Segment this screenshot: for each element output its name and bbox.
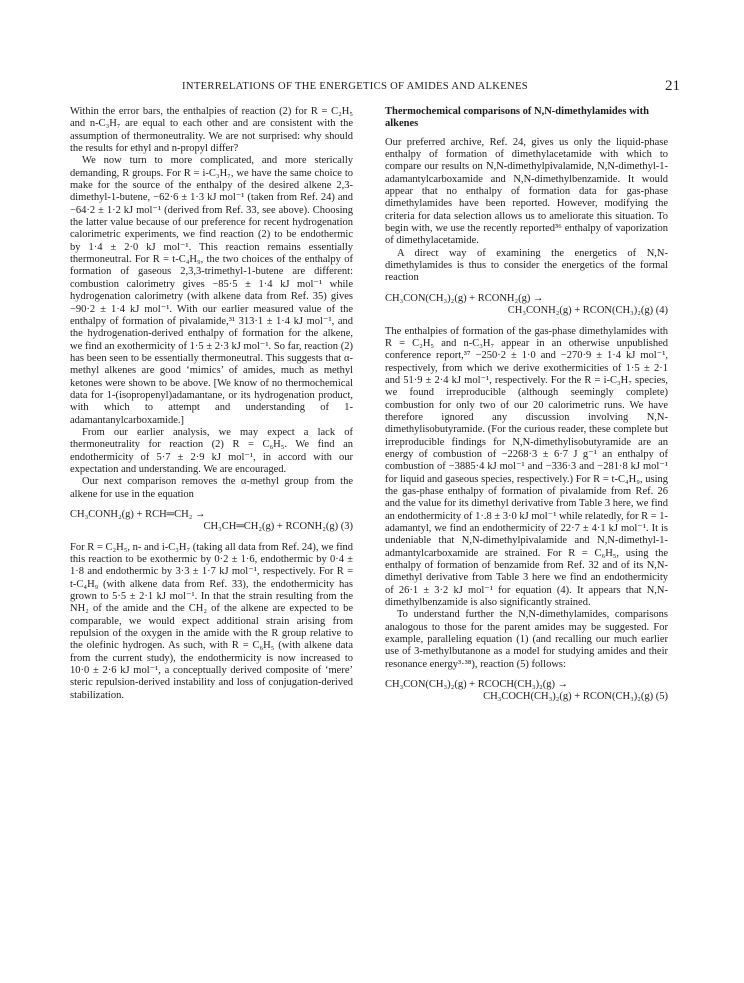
right-column — [385, 106, 668, 712]
equation-4 — [385, 293, 668, 318]
equation-line: CH₃CON(CH₃)₂(g) + RCOCH(CH₃)₂(g) → — [385, 679, 569, 691]
paragraph: The enthalpies of formation of the gas-phase dimethylamides with R = C₂H₅ and n-C₃H₇ appear in an otherwise unpublished conference report,³⁷ −250·2 ± 1·0 and −270·9 ± 1·4 kJ mol⁻¹, respectively, from which we derive exothermicities of 1·5 ± 2·1 and 51·9 ± 2·4 kJ mol⁻¹, respectively. For the R = i-C₃H₇ species, we found irreproducible (although seemingly complete) combustion for only two of our 20 calorimetric runs. We have therefore ignored any discussion involving N,N-dimethylisobutyramide. (For the curious reader, these complete but irreproducible findings for N,N-dimethylisobutyramide are an energy of combustion of −2268·3 ± 6·7 J g⁻¹ an enthalpy of combustion of −3885·4 kJ mol⁻¹ and −336·3 and −281·8 kJ mol⁻¹ for liquid and gaseous species, respectively.) For R = t-C₄H₉, using the gas-phase enthalpy of formation of pivalamide from Ref. 26 and the value for its dimethyl derivative from Table 3 here, we find an endothermicity of 1·.8 ± 3·0 kJ mol⁻¹ while relatedly, for R = 1-adamantyl, we find an endothermicity of 22·7 ± 4·1 kJ mol⁻¹. It is undeniable that N,N-dimethylpivalamide and N,N-dimethyl-1-admantylcarboxamide are strained. For R = C₆H₅, using the enthalpy of formation of benzamide from Ref. 32 and of its N,N-dimethyl derivative from Table 3 here we find an endothermicity of 26·1 ± 3·2 kJ mol⁻¹ for equation (4). It appears that N,N-dimethylbenzamide is also significantly strained. — [385, 325, 669, 609]
equation-line: CH₃CH═CH₂(g) + RCONH₂(g) (3) — [203, 521, 353, 533]
paragraph: Our preferred archive, Ref. 24, gives us only the liquid-phase enthalpy of formation of dimethylacetamide with which to compare our results on N,N-dimethylpivalamide, N,N-dimethyl-1-adamantylcarboxamide and N,N-dimethylbenzamide. It would appear that no enthalpy of formation data for gas-phase dimethylamides have been reported. However, modifying the criteria for data selection allows us to ameliorate this situation. To begin with, we use the recently reported³⁶ enthalpy of vaporization of dimethylacetamide. — [385, 136, 668, 247]
equation-line: CH₃CONH₂(g) + RCH═CH₂ → — [70, 509, 206, 520]
paragraph: To understand further the N,N-dimethylamides, comparisons analogous to those for the parent amides may be suggested. For example, paralleling equation (1) (and recalling our much earlier use of 3-methylbutanone as a model for studying amides and their resonance energy³·³⁸), reaction (5) follows: — [385, 609, 668, 670]
paragraph: Within the error bars, the enthalpies of reaction (2) for R = C₂H₅ and n-C₃H₇ are equal to each other and are consistent with the assumption of thermoneutrality. We are not surprised: why should the results for ethyl and n-propyl differ? — [70, 106, 353, 155]
paragraph: From our earlier analysis, we may expect a lack of thermoneutrality for reaction (2) R = C₆H₅. We find an endothermicity of 5·7 ± 2·9 kJ mol⁻¹, in accord with our expectation and understanding. We are encouraged. — [70, 426, 353, 475]
left-column — [70, 106, 353, 702]
section-title: Thermochemical comparisons of N,N-dimethylamides with alkenes — [385, 106, 649, 130]
paragraph: A direct way of examining the energetics of N,N-dimethylamides is thus to consider the energetics of the formal reaction — [385, 247, 668, 284]
page-number: 21 — [665, 78, 680, 94]
paragraph: Our next comparison removes the α-methyl group from the alkene for use in the equation — [70, 476, 353, 500]
equation-line: CH₃COCH(CH₃)₂(g) + RCON(CH₃)₂(g) (5) — [483, 691, 668, 703]
equation-line: CH₃CONH₂(g) + RCON(CH₃)₂(g) (4) — [507, 305, 668, 317]
paragraph: We now turn to more complicated, and more sterically demanding, R groups. For R = i-C₃H₇, we have the same choice to make for the source of the enthalpy of the desired alkene 2,3-dimethyl-1-butene, −62·6 ± 1·3 kJ mol⁻¹ (taken from Ref. 24) and −64·2 ± 1·2 kJ mol⁻¹ (derived from Ref. 33, see above). Choosing the latter value because of our preference for recent hydrogenation calorimetric experiments, we find reaction (2) to be endothermic by 1·4 ± 2·0 kJ mol⁻¹. This reaction remains essentially thermoneutral. For R = t-C₄H₉, the two choices of the enthalpy of formation of gaseous 2,3,3-trimethyl-1-butene are different: combustion calorimetry gives −85·5 ± 1·4 kJ mol⁻¹ while hydrogenation calorimetry (with alkene data from Ref. 35) gives −90·2 ± 1·4 kJ mol⁻¹. With our earlier measured value of the enthalpy of formation of pivalamide,³¹ 313·1 ± 1·4 kJ mol⁻¹, and the hydrogenation-derived enthalpy of formation for the alkene, we find an exothermicity of 1·5 ± 2·3 kJ mol⁻¹. So far, reaction (2) has been seen to be essentially thermoneutral. This suggests that α-methyl alkenes are good ‘mimics’ of amides, much as methyl ketones were shown to be above. [We know of no thermochemical data for 1-(isopropenyl)adamantane, or its hydrogenation product, with which to attempt and understanding of 1-adamantanylcarboxamide.] — [70, 155, 353, 426]
running-head: INTERRELATIONS OF THE ENERGETICS OF AMIDES AND ALKENES — [182, 81, 528, 92]
equation-5 — [385, 679, 668, 704]
equation-line: CH₃CON(CH₃)₂(g) + RCONH₂(g) → — [385, 292, 544, 304]
paragraph: For R = C₂H₅, n- and i-C₃H₇ (taking all data from Ref. 24), we find this reaction to be exothermic by 0·2 ± 1·6, endothermic by 0·4 ± 1·8 and endothermic by 3·3 ± 1·7 kJ mol⁻¹, respectively. For R = t-C₄H₉ (with alkene data from Ref. 33), the endothermicity has grown to 5·5 ± 2·1 kJ mol⁻¹. In that the strain resulting from the NH₂ of the amide and the CH₂ of the alkene are expected to be comparable, we would expect additional strain arising from repulsion of the oxygen in the amide with the R group relative to the olefinic hydrogen. As such, with R = C₆H₅ (with alkene data from the current study), the endothermicity is now increased to 10·0 ± 2·6 kJ mol⁻¹, a conceptually derived composite of ‘mere’ steric repulsion-derived instability and loss of conjugation-derived stabilization. — [70, 541, 353, 701]
equation-3 — [70, 509, 353, 534]
page-header — [70, 78, 680, 98]
